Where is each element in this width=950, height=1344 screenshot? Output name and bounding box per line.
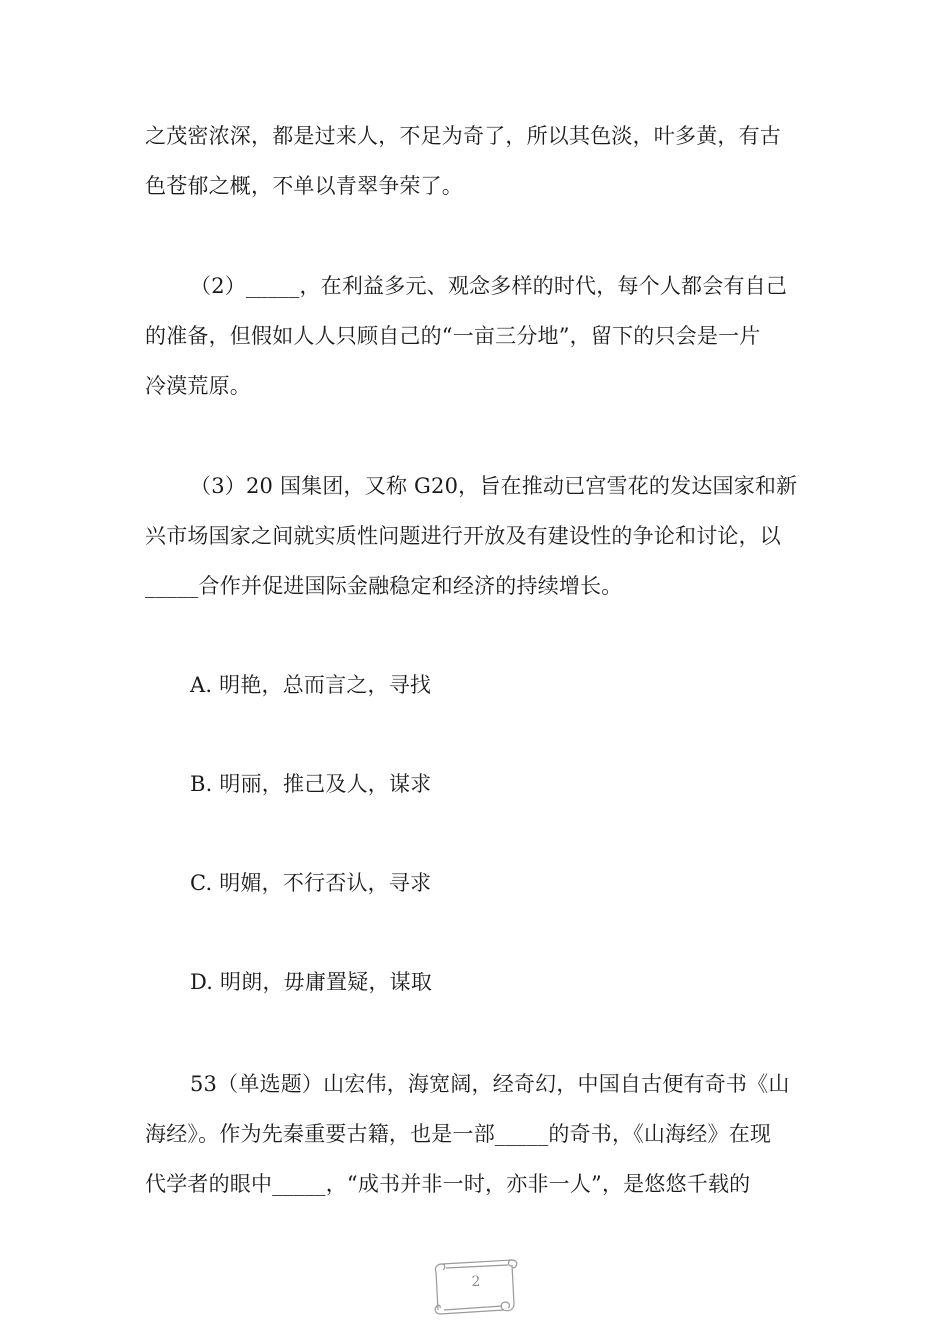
page-number: 2 [471,1274,481,1290]
page-number-badge [428,1252,524,1324]
question-53-line-2: 海经》。作为先秦重要古籍，也是一部_____的奇书，《山海经》在现 [145,1122,772,1146]
paragraph-2-line-3: 冷漠荒原。 [145,374,251,398]
question-53-line-3: 代学者的眼中_____，“成书并非一时，亦非一人”，是悠悠千载的 [145,1172,751,1196]
paragraph-2-line-2: 的准备，但假如人人只顾自己的“一亩三分地”，留下的只会是一片 [145,324,761,348]
option-a: A. 明艳，总而言之，寻找 [190,673,432,697]
question-53-line-1: 53（单选题）山宏伟，海宽阔，经奇幻，中国自古便有奇书《山 [190,1072,790,1096]
paragraph-3-line-3: _____合作并促进国际金融稳定和经济的持续增长。 [145,574,623,598]
option-b: B. 明丽，推己及人，谋求 [190,772,432,796]
paragraph-3-line-2: 兴市场国家之间就实质性问题进行开放及有建设性的争论和讨论，以 [145,524,781,548]
paragraph-3-line-1: （3）20 国集团，又称 G20，旨在推动已宫雪花的发达国家和新 [190,474,798,498]
option-c: C. 明媚，不行否认，寻求 [190,871,432,895]
paragraph-1-line-1: 之茂密浓深，都是过来人，不足为奇了，所以其色淡，叶多黄，有古 [145,124,781,148]
option-d: D. 明朗，毋庸置疑，谋取 [190,970,433,994]
paragraph-1-line-2: 色苍郁之概，不单以青翠争荣了。 [145,174,463,198]
paragraph-2-line-1: （2）_____，在利益多元、观念多样的时代，每个人都会有自己 [190,274,788,298]
